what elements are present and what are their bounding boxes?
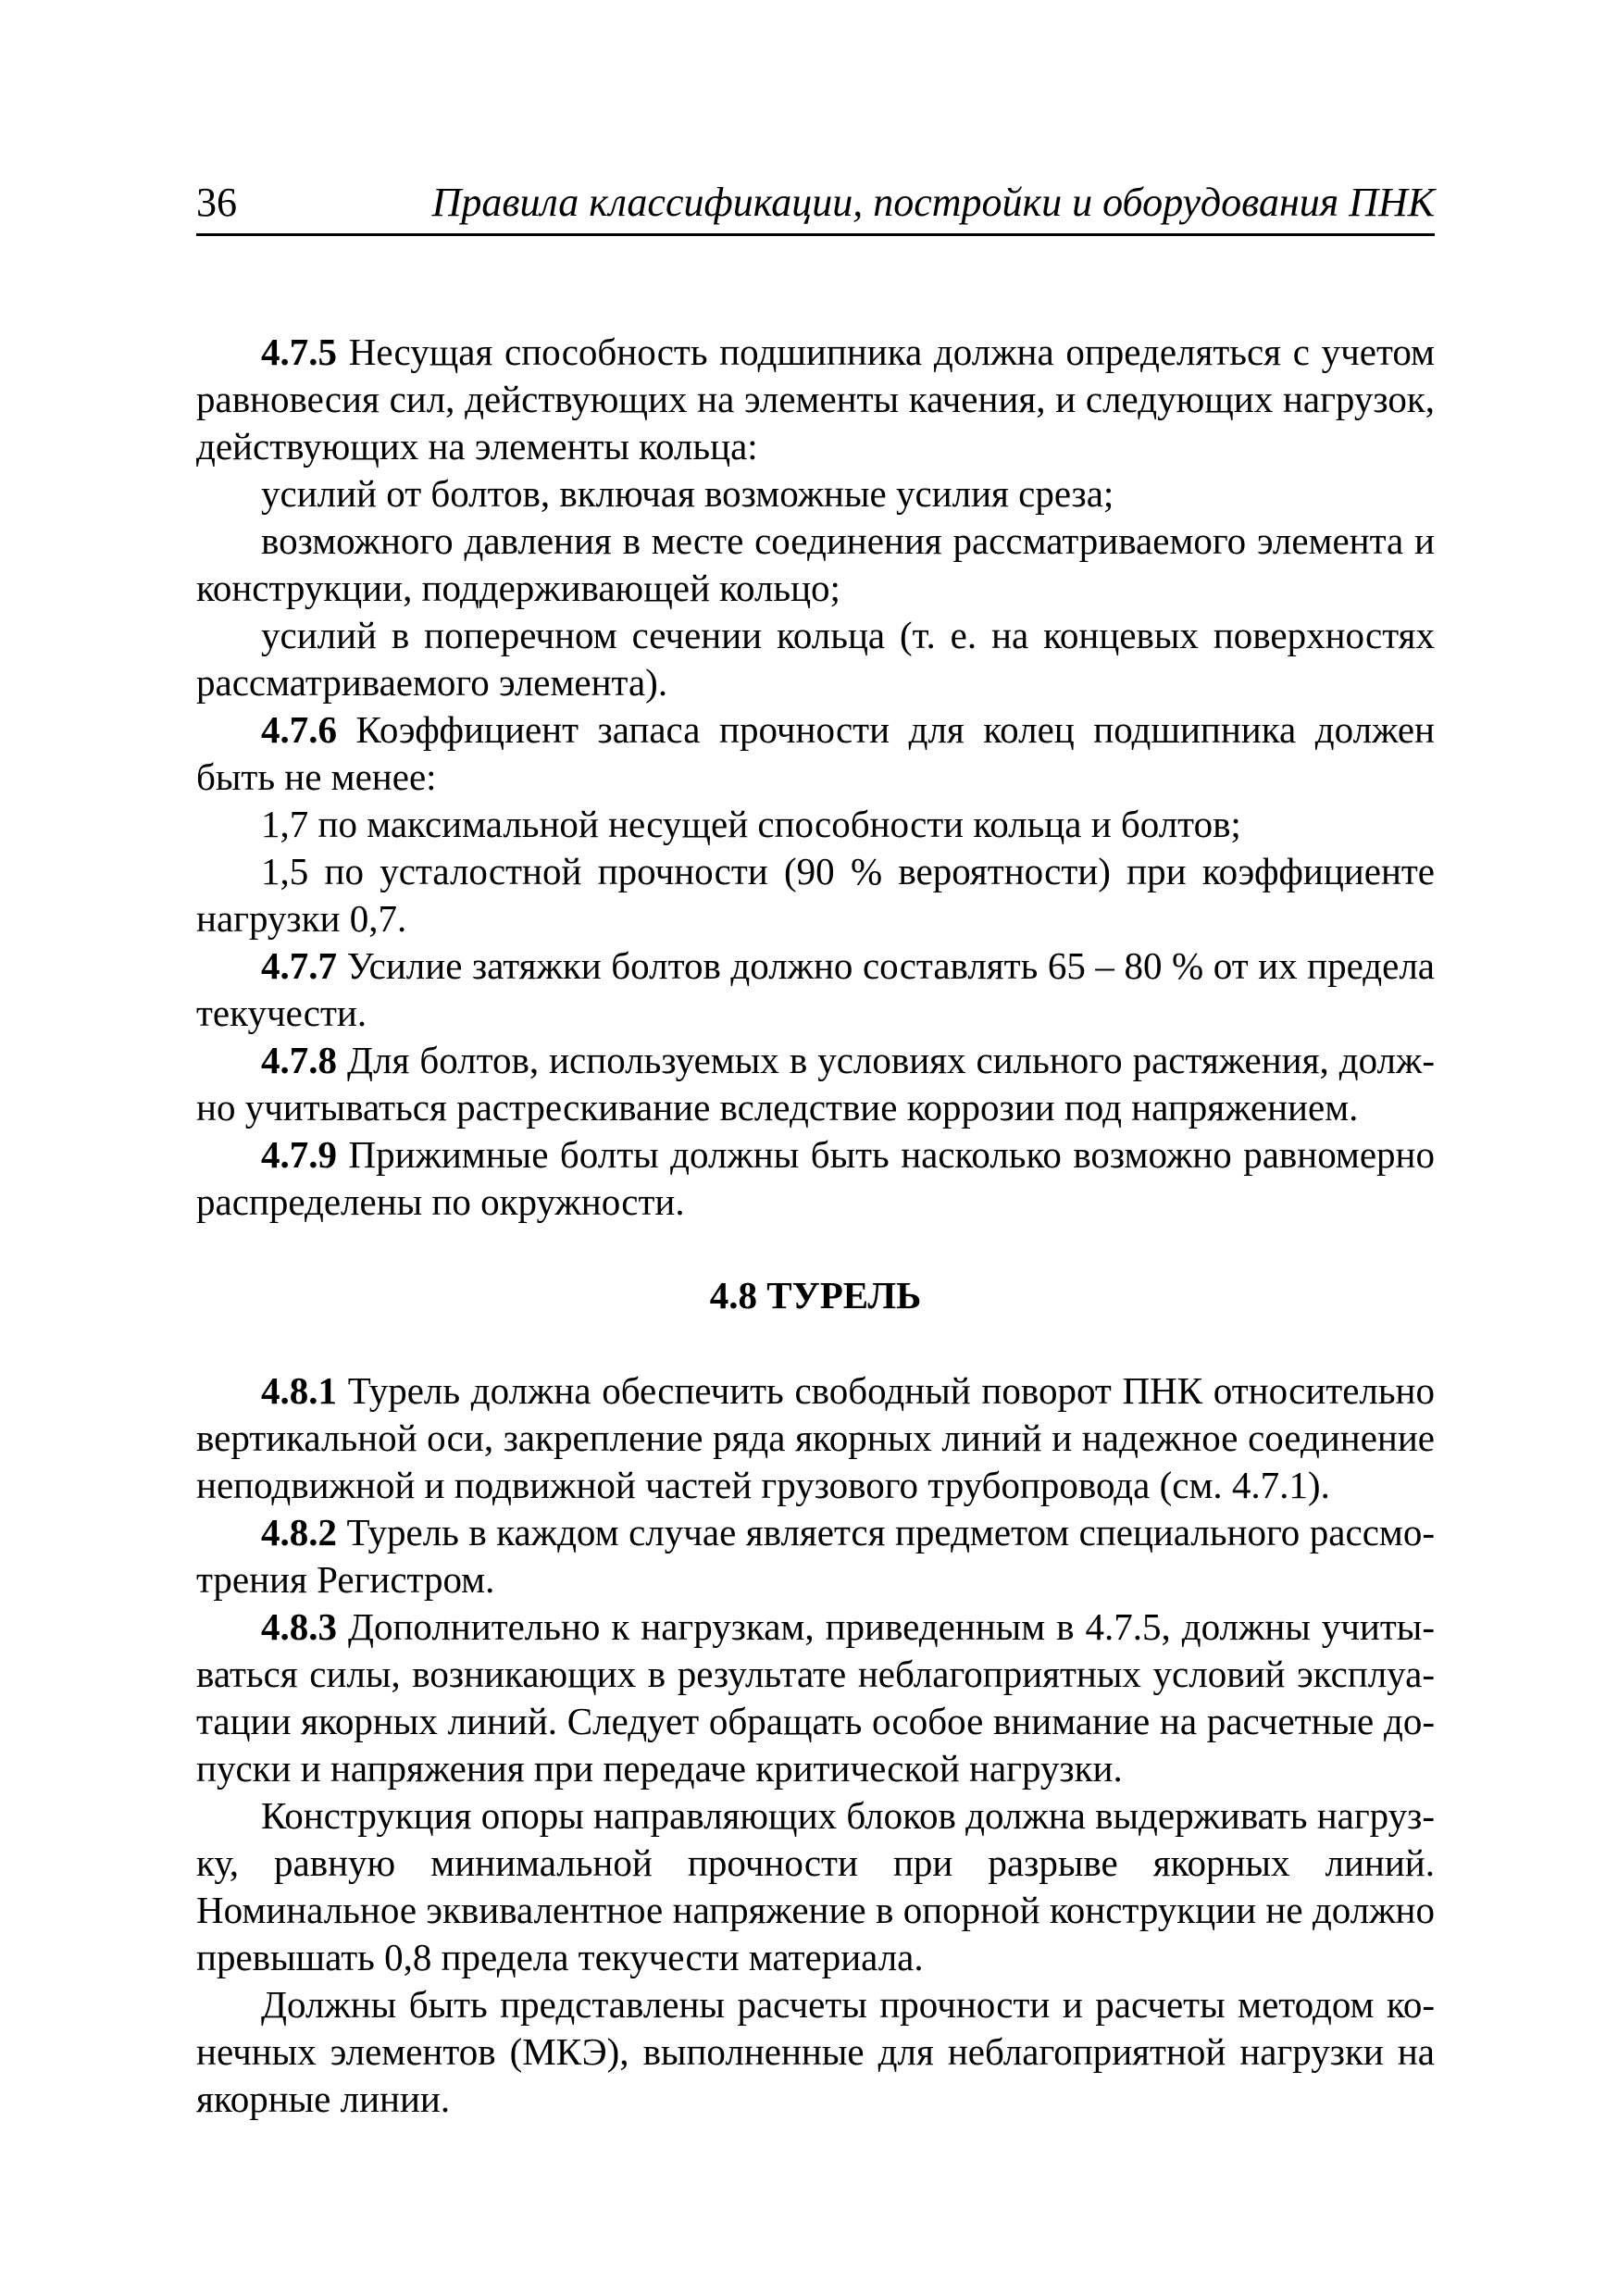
- paragraph-4-8-2: [196, 1509, 1435, 1603]
- paragraph-text: усилий в поперечном сечении кольца (т. е. на концевых поверхностях рассматриваемого элемента).: [196, 614, 1435, 704]
- paragraph-text: 1,7 по максимальной несущей способности кольца и болтов;: [261, 803, 1241, 845]
- list-item: [196, 518, 1435, 612]
- paragraph-4-7-9: [196, 1131, 1435, 1226]
- paragraph-text: усилий от болтов, включая возможные усилия среза;: [261, 472, 1114, 515]
- running-title: Правила классификации, постройки и оборудования ПНК: [431, 180, 1435, 225]
- paragraph-text: Должны быть представлены расчеты прочности и расчеты методом конечных элементов (МКЭ), выполненные для неблагоприятной нагрузки на якорные линии.: [196, 1983, 1435, 2120]
- clause-number: 4.7.8: [261, 1039, 337, 1081]
- paragraph-4-7-7: [196, 942, 1435, 1037]
- paragraph-text: Прижимные болты должны быть насколько возможно равномерно распределены по окружности.: [196, 1133, 1435, 1223]
- paragraph-4-8-3: [196, 1603, 1435, 1792]
- paragraph-4-7-6: [196, 706, 1435, 801]
- clause-number: 4.7.6: [261, 708, 337, 751]
- clause-number: 4.8.1: [261, 1369, 337, 1412]
- paragraph-4-7-8: [196, 1037, 1435, 1131]
- paragraph-text: Конструкция опоры направляющих блоков должна выдерживать нагрузку, равную минимальной прочности при разрыве якорных линий. Номинальное эквивалентное напряжение в опорной конструкции не должно превышать 0,8 предела текучести материала.: [196, 1794, 1435, 1978]
- paragraph: [196, 1981, 1435, 2123]
- clause-number: 4.7.7: [261, 944, 337, 987]
- paragraph-4-7-5: [196, 329, 1435, 470]
- list-item: [196, 470, 1435, 518]
- clause-number: 4.8.3: [261, 1605, 337, 1648]
- list-item: [196, 848, 1435, 942]
- paragraph-text: Турель должна обеспечить свободный поворот ПНК относительно вертикальной оси, закрепление ряда якорных линий и надежное соединение неподвижной и подвижной частей грузового трубопровода (см. 4.7.1).: [196, 1369, 1435, 1506]
- running-header: [196, 174, 1435, 236]
- paragraph-4-8-1: [196, 1367, 1435, 1509]
- paragraph-text: Коэффициент запаса прочности для колец подшипника должен быть не менее:: [196, 708, 1435, 798]
- paragraph-text: 1,5 по усталостной прочности (90 % вероятности) при коэффициенте нагрузки 0,7.: [196, 850, 1435, 940]
- list-item: [196, 612, 1435, 706]
- paragraph: [196, 1792, 1435, 1981]
- paragraph-text: возможного давления в месте соединения рассматриваемого элемента и конструкции, поддерживающей кольцо;: [196, 519, 1435, 609]
- clause-number: 4.8.2: [261, 1511, 337, 1554]
- page-number: 36: [196, 180, 237, 225]
- clause-number: 4.7.5: [261, 331, 337, 373]
- paragraph-text: Дополнительно к нагрузкам, приведенным в 4.7.5, должны учитываться силы, возникающих в результате неблагоприятных условий эксплуатации якорных линий. Следует обращать особое внимание на расчетные допуски и напряжения при передаче критической нагрузки.: [196, 1605, 1435, 1790]
- list-item: [196, 801, 1435, 848]
- paragraph-text: Усилие затяжки болтов должно составлять 65 – 80 % от их предела текучести.: [196, 944, 1435, 1034]
- clause-number: 4.7.9: [261, 1133, 337, 1176]
- paragraph-text: Турель в каждом случае является предметом специального рассмотрения Регистром.: [196, 1511, 1435, 1601]
- section-title: 4.8 ТУРЕЛЬ: [709, 1274, 922, 1316]
- body-text: [196, 329, 1435, 2123]
- paragraph-text: Несущая способность подшипника должна определяться с учетом равновесия сил, действующих на элементы качения, и следующих нагрузок, действующих на элементы кольца:: [196, 331, 1435, 468]
- paragraph-text: Для болтов, используемых в условиях сильного растяжения, должно учитываться растрескивание вследствие коррозии под напряжением.: [196, 1039, 1435, 1129]
